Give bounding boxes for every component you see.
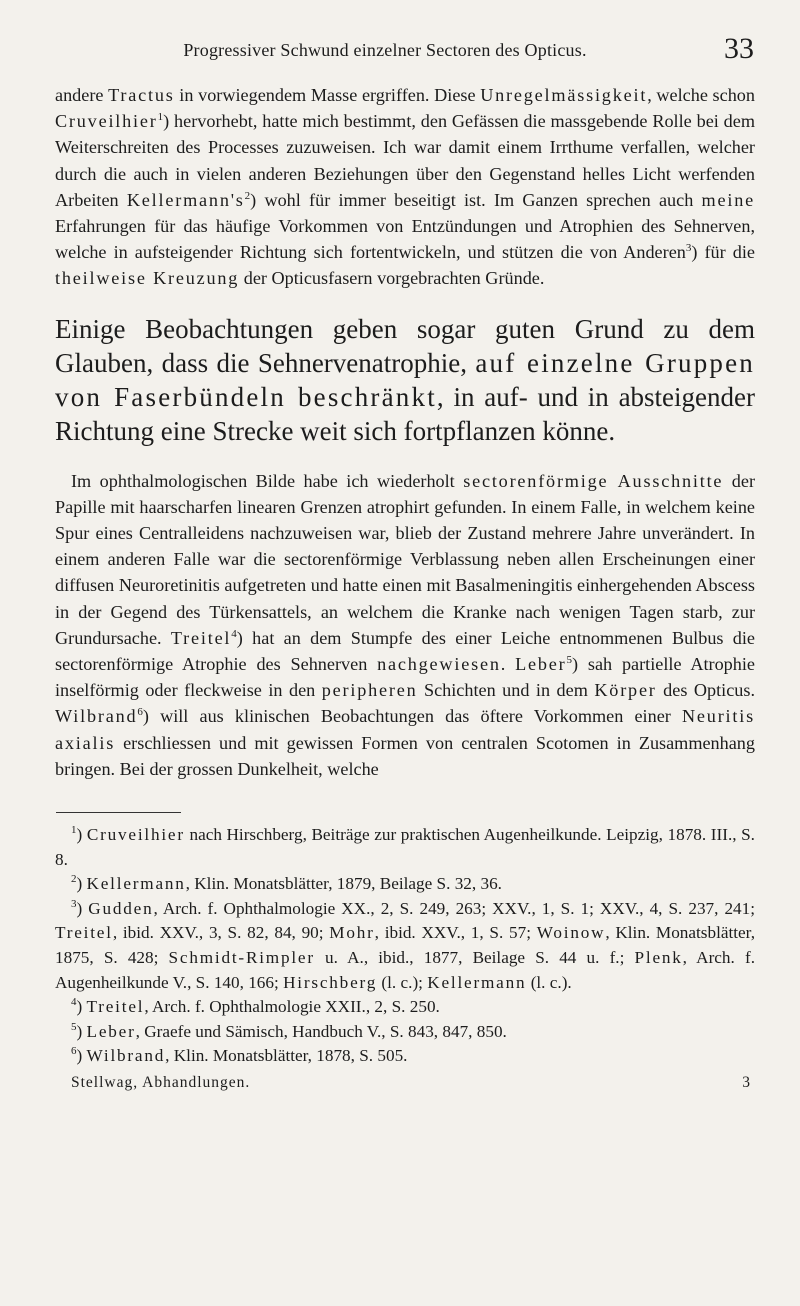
author-name: Gudden bbox=[88, 898, 154, 918]
paragraph-2 bbox=[55, 468, 755, 782]
author-name: Kellermann's bbox=[126, 189, 245, 210]
text: , ibid. XXV., 1, S. 57; bbox=[374, 923, 537, 943]
heading-text: , in auf- und in absteigender Richtung eine Strecke weit sich fortpflanzen könne. bbox=[55, 381, 756, 446]
spaced-text: theilweise Kreuzung bbox=[55, 268, 240, 289]
text: , Klin. Monatsblätter, 1879, Beilage S. 32, 36. bbox=[185, 874, 502, 894]
footnote-ref: 5 bbox=[566, 654, 572, 667]
author-name: Kellermann bbox=[427, 972, 527, 992]
footnote-2: $^2$) Kellermann, Klin. Monatsblätter, 1879, Beilage S. 32, 36. bbox=[71, 873, 502, 894]
text: ) hat an dem Stumpfe des einer Leiche entnommenen Bulbus die sectorenförmige Atrophie des Sehnerven bbox=[55, 627, 755, 675]
section-heading bbox=[55, 312, 755, 448]
text: , Graefe und Sämisch, Handbuch V., S. 843, 847, 850. bbox=[135, 1021, 507, 1041]
footnote-ref: 6 bbox=[137, 706, 143, 719]
text: , Klin. Monatsblätter, 1878, S. 505. bbox=[165, 1046, 408, 1066]
text: andere bbox=[55, 85, 109, 105]
spaced-text: Neuritis axialis bbox=[55, 706, 755, 753]
text: der Papille mit haarscharfen linearen Grenzen atrophirt gefunden. In einem Falle, in welchem keine Spur eines Centralleidens nachzuweisen war, blieb der Zustand mehrere Jahre unverändert. In einem anderen Falle war die sectorenförmige Verblassung neben allen Erscheinungen einer diffusen Neuroretinitis aufgetreten und hatte einen mit Basalmeningitis einhergehenden Abscess in der Gegend des Türkensattels, an welchem die Kranke nach wenigen Tagen starb, zur Grundursache. bbox=[55, 470, 755, 648]
spaced-text: peripheren bbox=[321, 680, 418, 701]
text: , Arch. f. Ophthalmologie XXII., 2, S. 250. bbox=[144, 997, 440, 1017]
text: , welche schon bbox=[647, 85, 755, 105]
footnote-number: 1 bbox=[71, 824, 77, 837]
text: . bbox=[500, 654, 516, 675]
text: u. A., ibid., 1877, Beilage S. 44 u. f.; bbox=[314, 948, 635, 968]
footnote-ref: 4 bbox=[231, 627, 237, 640]
page-number: 33 bbox=[724, 32, 754, 65]
text: nach Hirschberg, Beiträge zur praktischen Augenheilkunde. Leipzig, 1878. III., S. 8. bbox=[55, 825, 755, 869]
footnotes bbox=[55, 823, 755, 1096]
footnote-ref: 1 bbox=[157, 111, 164, 124]
text: ) wohl für immer beseitigt ist. Im Ganzen sprechen auch bbox=[250, 189, 702, 210]
author-name: Leber bbox=[86, 1021, 136, 1041]
author-name: Cruveilhier bbox=[86, 825, 185, 845]
spaced-text: sectorenförmige Ausschnitte bbox=[463, 470, 724, 491]
spaced-text: Unregelmässigkeit bbox=[480, 85, 648, 105]
footnote-6: $^6$) Wilbrand, Klin. Monatsblätter, 1878, S. 505. bbox=[71, 1045, 408, 1066]
running-head bbox=[0, 32, 800, 72]
footnote-4: $^4$) Treitel, Arch. f. Ophthalmologie XXII., 2, S. 250. bbox=[71, 996, 440, 1017]
text: (l. c.); bbox=[377, 972, 428, 992]
text: in vorwiegendem Masse ergriffen. Diese bbox=[174, 85, 481, 105]
spaced-text: Tractus bbox=[108, 85, 175, 105]
text: Im ophthalmologischen Bilde habe ich wiederholt bbox=[71, 470, 464, 491]
heading-text: Einige Beobachtungen geben sogar guten Grund zu dem Glauben, dass die Sehnervenatrophie, bbox=[55, 313, 755, 378]
author-name: Wilbrand bbox=[55, 706, 138, 727]
author-name: Treitel bbox=[55, 923, 113, 943]
text: , ibid. XXV., 3, S. 82, 84, 90; bbox=[112, 923, 330, 943]
text: (l. c.). bbox=[526, 972, 572, 992]
text: , Klin. Monatsblätter, 1875, S. 428; bbox=[55, 923, 756, 968]
author-name: Schmidt-Rimpler bbox=[168, 948, 315, 968]
author-name: Treitel bbox=[170, 627, 232, 648]
footnote-ref: 3 bbox=[685, 242, 692, 255]
spaced-text: Körper bbox=[594, 680, 657, 701]
printer-signature bbox=[55, 1071, 755, 1096]
running-title: Progressiver Schwund einzelner Sectoren des Opticus. bbox=[183, 40, 587, 60]
author-name: Mohr bbox=[329, 923, 375, 943]
page-body bbox=[55, 82, 755, 1096]
paragraph-1 bbox=[55, 82, 755, 292]
footnote-1: $^1$) Cruveilhier nach Hirschberg, Beiträge zur praktischen Augenheilkunde. Leipzig, 1878. III., S. 8. bbox=[55, 824, 755, 869]
text: ) hervorhebt, hatte mich bestimmt, den Gefässen die massgebende Rolle bei dem Weiterschreiten des Processes zuzuweisen. Ich war damit einem Irrthume verfallen, welcher durch die auch in vielen anderen Beziehungen über den Gegenstand helles Licht werfenden Arbeiten bbox=[55, 111, 755, 210]
author-name: Wilbrand bbox=[86, 1046, 166, 1066]
spaced-text: meine bbox=[701, 189, 755, 210]
text: , Arch. f. Augenheilkunde V., S. 140, 166; bbox=[55, 948, 755, 992]
text: ) für die bbox=[691, 242, 755, 263]
author-name: Woinow bbox=[536, 923, 606, 943]
footnote-3: $^3$) Gudden, Arch. f. Ophthalmologie XX., 2, S. 249, 263; XXV., 1, S. 1; XXV., 4, S. 237, 241; Treitel, ibid. XXV., 3, S. 82, 84, 90; Mohr, ibid. XXV., 1, S. 57; Woinow, Klin. Monatsblätter, 1875, S. 428; Schmidt-Rimpler u. A., ibid., 1877, Beilage S. 44 u. f.; Plenk, Arch. f. Augenheilkunde V., S. 140, 166; Hirschberg (l. c.); Kellermann (l. c.). bbox=[55, 897, 756, 992]
heading-spaced-text: auf einzelne Gruppen von Faserbündeln beschränkt bbox=[55, 347, 756, 412]
text: erschliessen und mit gewissen Formen von centralen Scotomen in Zusammenhang bringen. Bei der grossen Dunkelheit, welche bbox=[55, 732, 755, 779]
footnote-number: 3 bbox=[71, 897, 77, 910]
author-name: Hirschberg bbox=[283, 972, 378, 992]
author-name: Plenk bbox=[634, 948, 683, 968]
footnote-number: 2 bbox=[71, 873, 77, 886]
text: , Arch. f. Ophthalmologie XX., 2, S. 249, 263; XXV., 1, S. 1; XXV., 4, S. 237, 241; bbox=[153, 898, 755, 918]
footnote-number: 4 bbox=[71, 996, 77, 1009]
signature-text: Stellwag, Abhandlungen. bbox=[71, 1074, 251, 1091]
footnote-number: 6 bbox=[71, 1045, 77, 1058]
spaced-text: nachgewiesen bbox=[377, 654, 501, 675]
text: ) will aus klinischen Beobachtungen das öftere Vorkommen einer bbox=[142, 706, 682, 727]
text: der Opticusfasern vorgebrachten Gründe. bbox=[239, 268, 545, 289]
signature-number: 3 bbox=[742, 1074, 751, 1091]
footnote-5: $^5$) Leber, Graefe und Sämisch, Handbuch V., S. 843, 847, 850. bbox=[71, 1020, 507, 1041]
text: des Opticus. bbox=[656, 680, 755, 701]
author-name: Cruveilhier bbox=[55, 111, 158, 132]
footnote-number: 5 bbox=[71, 1020, 77, 1033]
author-name: Treitel bbox=[86, 997, 145, 1017]
author-name: Leber bbox=[515, 654, 567, 675]
text: Schichten und in dem bbox=[417, 680, 595, 701]
footnote-ref: 2 bbox=[244, 189, 251, 202]
text: ) sah partielle Atrophie inselförmig oder fleckweise in den bbox=[55, 654, 755, 701]
footnote-rule bbox=[56, 812, 181, 813]
text: Erfahrungen für das häufige Vorkommen von Entzündungen und Atrophien des Sehnerven, welche in aufsteigender Richtung sich fortentwickeln, und stützen die von Anderen bbox=[55, 216, 755, 263]
author-name: Kellermann bbox=[86, 874, 186, 894]
